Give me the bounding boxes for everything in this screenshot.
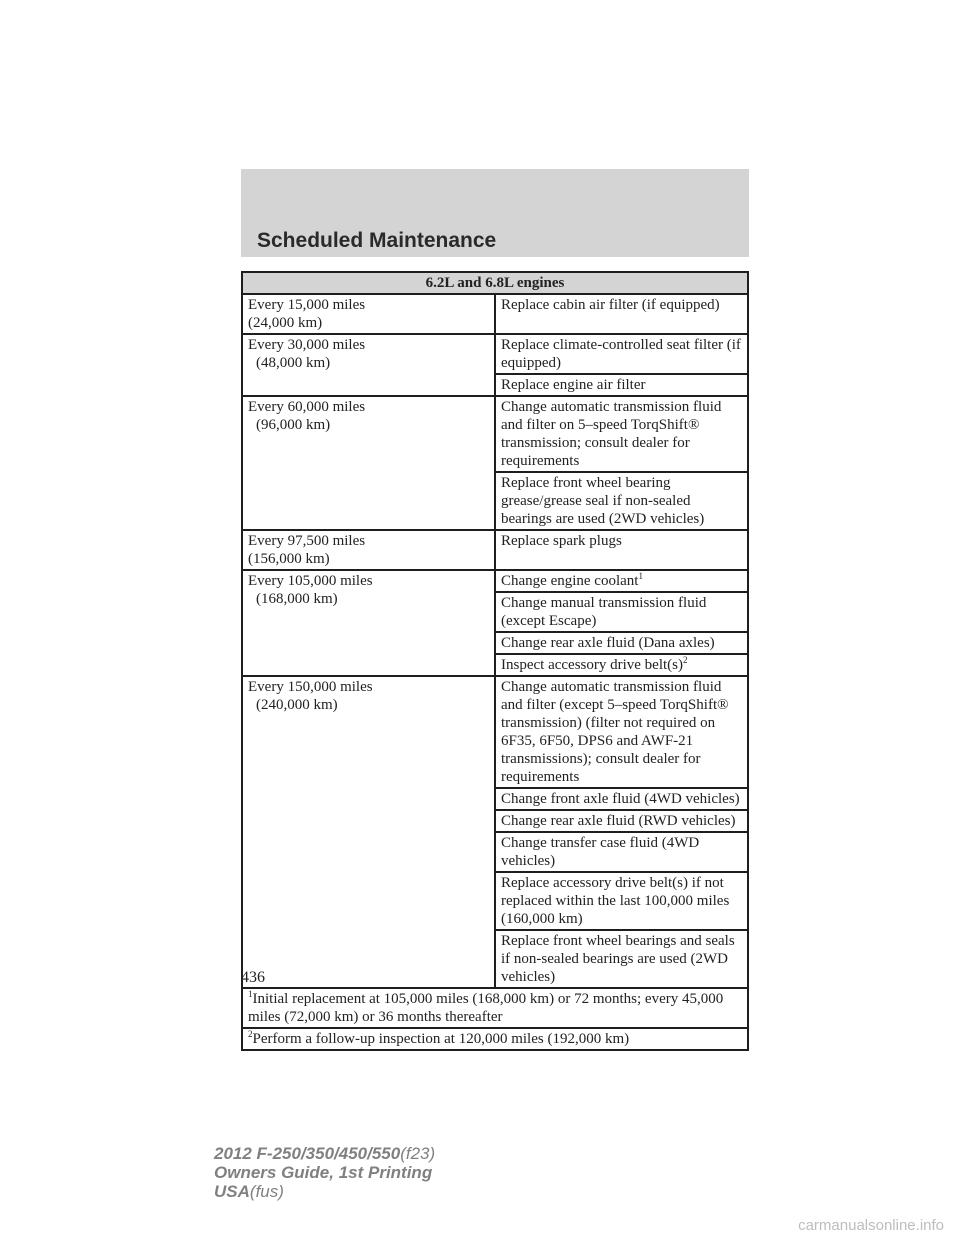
table-row <box>242 676 748 788</box>
maintenance-item: Replace climate-controlled seat filter (if equipped) <box>495 334 748 374</box>
maintenance-table <box>241 271 749 1051</box>
footer-market-code: (fus) <box>249 1182 284 1201</box>
interval-km: (96,000 km) <box>256 417 331 433</box>
section-title: Scheduled Maintenance <box>257 229 497 252</box>
interval-miles: Every 15,000 miles <box>248 297 366 313</box>
maintenance-item-text: Inspect accessory drive belt(s) <box>501 657 684 673</box>
maintenance-item: Change rear axle fluid (RWD vehicles) <box>495 810 748 832</box>
interval-cell <box>242 294 495 334</box>
maintenance-item: Replace front wheel bearings and seals if non-sealed bearings are used (2WD vehicles) <box>495 930 748 988</box>
maintenance-item-text: Change engine coolant <box>501 573 639 589</box>
footnote <box>242 1028 748 1050</box>
page-number: 436 <box>241 969 265 986</box>
footer-line-edition <box>214 1163 435 1182</box>
footer-market: USA <box>214 1182 250 1201</box>
table-row <box>242 334 748 374</box>
footnote-mark: 1 <box>248 989 253 999</box>
footnote <box>242 988 748 1028</box>
maintenance-item: Replace engine air filter <box>495 374 748 396</box>
maintenance-item: Change automatic transmission fluid and filter (except 5–speed TorqShift® transmission) (filter not required on 6F35, 6F50, DPS6 and AWF-21 transmissions); consult dealer for requirements <box>495 676 748 788</box>
footer-line-model <box>214 1144 435 1163</box>
maintenance-item: Change rear axle fluid (Dana axles) <box>495 632 748 654</box>
interval-km: (24,000 km) <box>248 315 323 331</box>
footnote-mark: 2 <box>248 1029 253 1039</box>
watermark: carmanualsonline.info <box>798 1217 944 1234</box>
footnote-marker: 1 <box>638 571 643 581</box>
maintenance-item: Replace cabin air filter (if equipped) <box>495 294 748 334</box>
footnote-row <box>242 1028 748 1050</box>
maintenance-item: Change front axle fluid (4WD vehicles) <box>495 788 748 810</box>
interval-miles: Every 30,000 miles <box>248 337 366 353</box>
interval-cell <box>242 530 495 570</box>
maintenance-item <box>495 570 748 592</box>
interval-cell <box>242 676 495 988</box>
maintenance-item <box>495 654 748 676</box>
interval-cell <box>242 334 495 396</box>
table-header-row <box>242 272 748 294</box>
footnote-marker: 2 <box>683 655 688 665</box>
maintenance-item: Replace accessory drive belt(s) if not replaced within the last 100,000 miles (160,000 km) <box>495 872 748 930</box>
footer-model-code: (f23) <box>400 1144 436 1163</box>
footer-model: 2012 F-250/350/450/550 <box>214 1144 401 1163</box>
footer-edition: Owners Guide, 1st Printing <box>214 1163 433 1182</box>
table-row <box>242 294 748 334</box>
maintenance-item: Replace front wheel bearing grease/grease seal if non-sealed bearings are used (2WD vehicles) <box>495 472 748 530</box>
table-row <box>242 570 748 592</box>
maintenance-item: Change manual transmission fluid (except Escape) <box>495 592 748 632</box>
interval-km: (168,000 km) <box>256 591 338 607</box>
interval-miles: Every 150,000 miles <box>248 679 373 695</box>
maintenance-item: Replace spark plugs <box>495 530 748 570</box>
footnote-text: Initial replacement at 105,000 miles (168,000 km) or 72 months; every 45,000 miles (72,000 km) or 36 months thereafter <box>248 991 724 1025</box>
interval-cell <box>242 396 495 530</box>
interval-km: (240,000 km) <box>256 697 338 713</box>
maintenance-item: Change automatic transmission fluid and filter on 5–speed TorqShift® transmission; consult dealer for requirements <box>495 396 748 472</box>
interval-miles: Every 60,000 miles <box>248 399 366 415</box>
footer-line-market <box>214 1182 435 1201</box>
interval-km: (48,000 km) <box>256 355 331 371</box>
footnote-text: Perform a follow-up inspection at 120,000 miles (192,000 km) <box>252 1031 630 1047</box>
table-row <box>242 396 748 472</box>
section-header-bar <box>241 169 749 257</box>
interval-km: (156,000 km) <box>248 551 330 567</box>
interval-cell <box>242 570 495 676</box>
document-footer <box>214 1144 435 1201</box>
table-row <box>242 530 748 570</box>
interval-miles: Every 105,000 miles <box>248 573 373 589</box>
footnote-row <box>242 988 748 1028</box>
maintenance-item: Change transfer case fluid (4WD vehicles) <box>495 832 748 872</box>
interval-miles: Every 97,500 miles <box>248 533 366 549</box>
table-title: 6.2L and 6.8L engines <box>242 272 748 294</box>
